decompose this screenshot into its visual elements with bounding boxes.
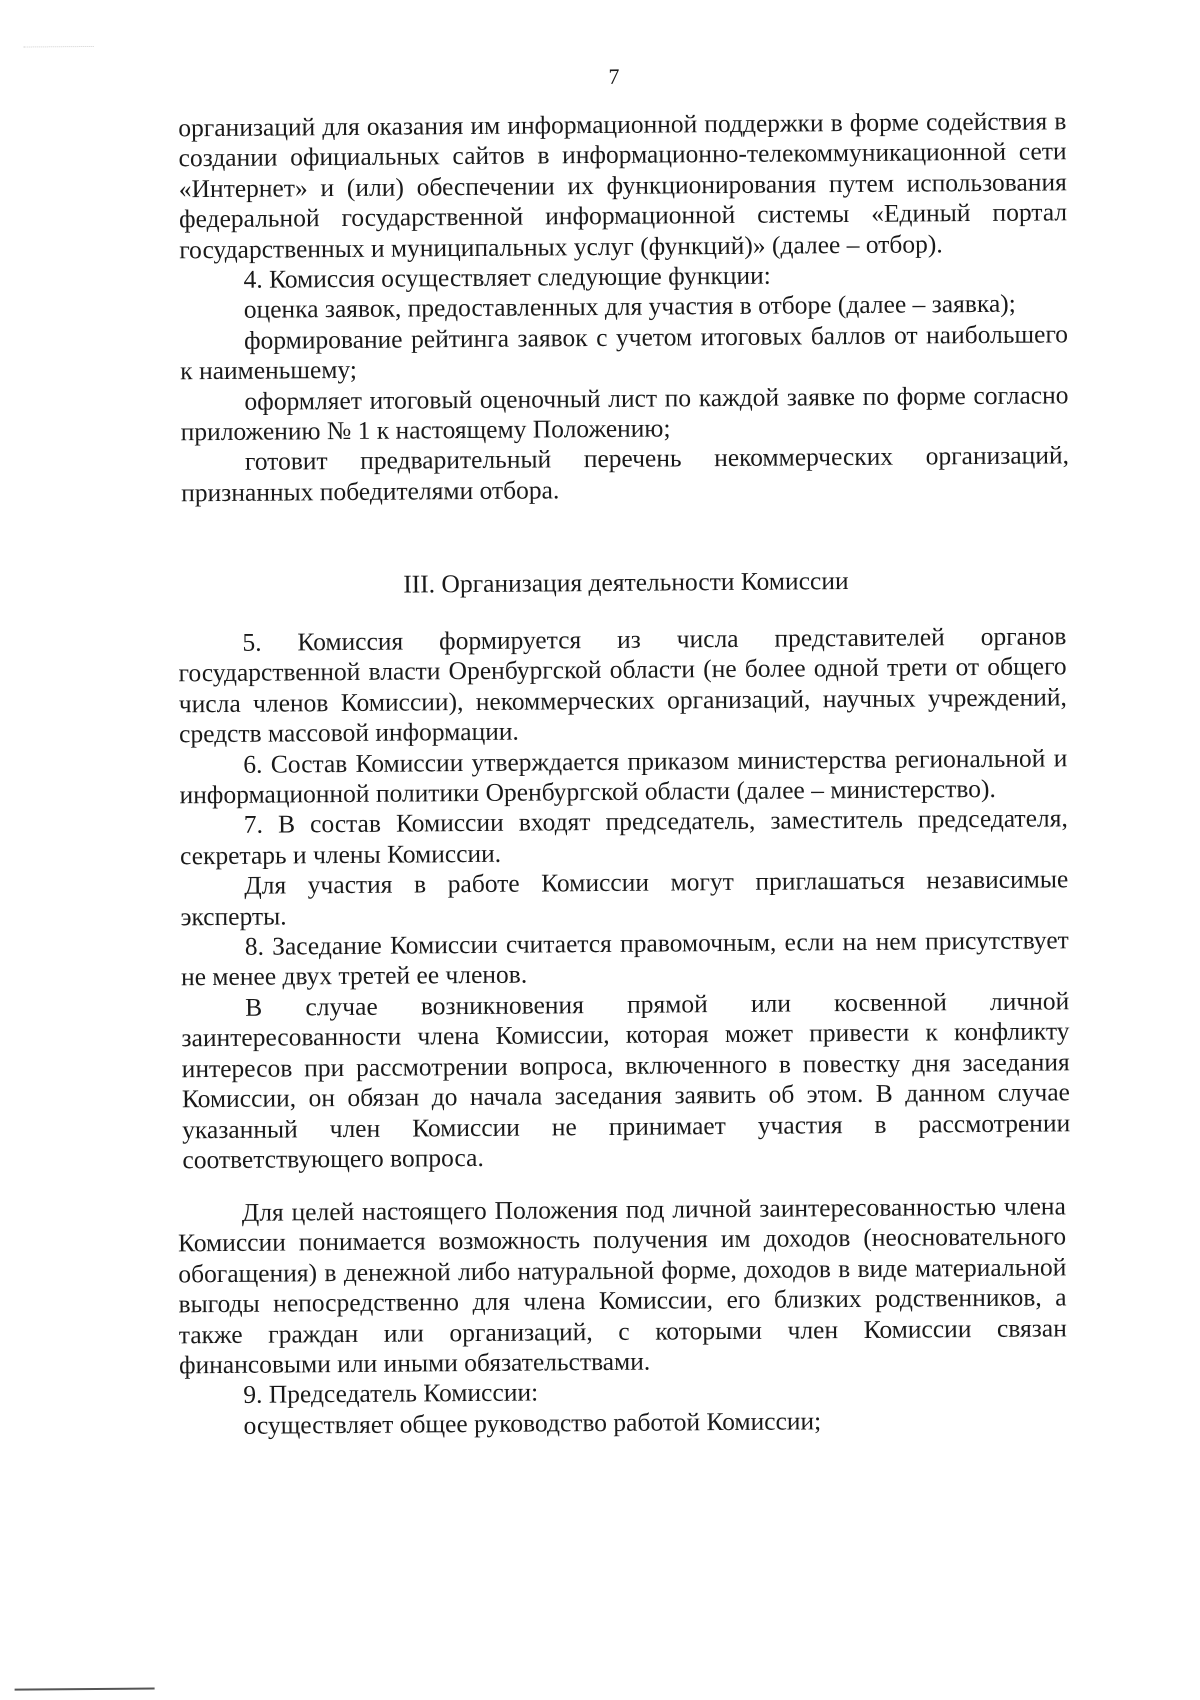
paragraph-7: 7. В состав Комиссии входят председатель, заместитель председателя, секретарь и члены Комиссии. [179,803,1068,871]
paragraph-intro-continuation: организаций для оказания им информационной поддержки в форме содействия в создании официальных сайтов в информационно-телекоммуникационной сети «Интернет» и (или) обеспечении их функционирования путем использования федеральной государственной информационной системы «Единый портал государственных и муниципальных услуг (функций)» (далее – отбор). [178,106,1068,264]
paragraph-8-conflict: В случае возникновения прямой или косвенной личной заинтересованности члена Комиссии, которая может привести к конфликту интересов при рассмотрении вопроса, включенного в повестку дня заседания Комиссии, он обязан до начала заседания заявить об этом. В данном случае указанный член Комиссии не принимает участия в рассмотрении соответствующего вопроса. [181,986,1071,1175]
paragraph-5: 5. Комиссия формируется из числа представителей органов государственной власти Оренбургской области (не более одной трети от общего числа членов Комиссии), некоммерческих организаций, научных учреждений, средств массовой информации. [178,621,1067,749]
section-text-block [178,621,1070,1175]
paragraph-6: 6. Состав Комиссии утверждается приказом министерства региональной и информационной политики Оренбургской области (далее – министерство). [179,742,1068,810]
section-heading: III. Организация деятельности Комиссии [403,566,849,599]
scan-artifact [24,46,94,49]
intro-text-block [178,106,1069,508]
paragraph-7-experts: Для участия в работе Комиссии могут приглашаться независимые эксперты. [180,864,1069,931]
paragraph-8: 8. Заседание Комиссии считается правомочным, если на нем присутствует не менее двух третей ее членов. [180,925,1069,992]
paragraph-function-score-sheet: оформляет итоговый оценочный лист по каждой заявке по форме согласно приложению № 1 к настоящему Положению; [180,379,1069,447]
paragraph-interest-definition: Для целей настоящего Положения под личной заинтересованностью члена Комиссии понимается возможность получения им доходов (неосновательного обогащения) в денежной либо натуральной форме, доходов в виде материальной выгоды непосредственно для члена Комиссии, его близких родственников, а также граждан или организаций, с которыми член Комиссии связан финансовыми или иными обязательствами. [177,1191,1067,1380]
paragraph-9: 9. Председатель Комиссии: [243,1377,539,1410]
paragraph-function-evaluation: оценка заявок, предоставленных для участия в отборе (далее – заявка); [243,289,1016,325]
final-text-block [178,1191,1068,1441]
paragraph-9-duty: осуществляет общее руководство работой Комиссии; [243,1406,822,1440]
paragraph-4-functions: 4. Комиссия осуществляет следующие функции: [243,260,771,294]
page-number: 7 [608,63,620,89]
scan-edge-line [15,1688,155,1691]
paragraph-function-winners-list: готовит предварительный перечень некоммерческих организаций, признанных победителями отбора. [181,440,1070,508]
paragraph-function-rating: формирование рейтинга заявок с учетом итоговых баллов от наибольшего к наименьшему; [180,319,1069,386]
